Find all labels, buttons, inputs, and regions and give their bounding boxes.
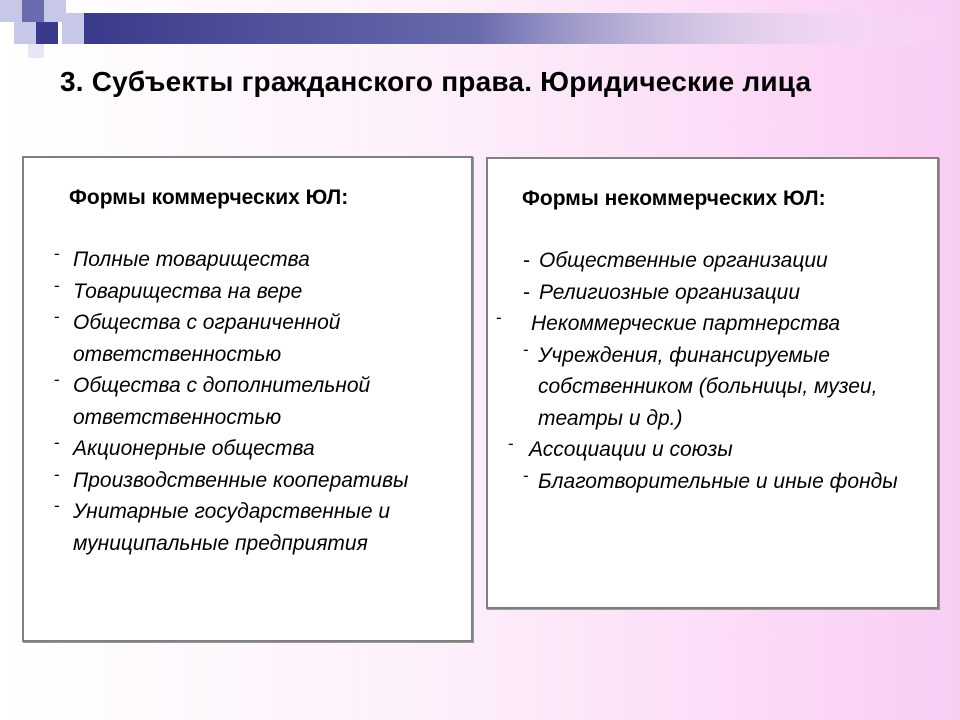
list-item-text: Благотворительные и иные фонды: [538, 469, 898, 493]
commercial-forms-panel: [22, 156, 473, 642]
list-dash: -: [54, 464, 60, 484]
list-item-text: Полные товарищества: [73, 248, 310, 271]
list-item-text: Акционерные общества: [73, 437, 315, 460]
list-dash: -: [523, 465, 529, 485]
slide-title: 3. Субъекты гражданского права. Юридические лица: [60, 66, 812, 97]
list-dash: -: [523, 280, 530, 304]
list-item: [54, 370, 464, 433]
list-item: [496, 340, 932, 435]
list-item: [54, 276, 464, 308]
list-item: [54, 307, 464, 370]
list-item: [54, 465, 464, 497]
noncommercial-forms-heading: Формы некоммерческих ЮЛ:: [522, 187, 826, 210]
banner-stripe: [84, 13, 960, 44]
list-item: [496, 277, 932, 309]
list-dash: -: [54, 244, 60, 263]
decorative-squares: [0, 0, 84, 58]
list-item: [496, 466, 932, 498]
list-item-text: Общества с дополнительной ответственностью: [73, 374, 371, 429]
list-item: [496, 245, 932, 277]
list-item: [54, 496, 464, 559]
list-dash: -: [54, 307, 60, 326]
list-item-text: Некоммерческие партнерства: [531, 312, 841, 335]
list-item-text: Религиозные организации: [539, 280, 801, 304]
list-item: [496, 434, 932, 466]
list-item-text: Товарищества на вере: [73, 279, 303, 303]
list-item-text: Общества с ограниченной ответственностью: [73, 311, 341, 366]
list-dash: -: [54, 275, 60, 295]
noncommercial-forms-list: [496, 245, 932, 497]
list-item-text: Учреждения, финансируемые собственником (больницы, музеи, театры и др.): [538, 343, 878, 430]
noncommercial-forms-panel: [486, 157, 939, 609]
list-item: [54, 244, 464, 276]
list-dash: -: [54, 433, 60, 452]
list-dash: -: [523, 249, 530, 272]
list-dash: -: [496, 308, 502, 327]
list-item-text: Общественные организации: [539, 249, 828, 272]
commercial-forms-heading: Формы коммерческих ЮЛ:: [69, 186, 349, 209]
commercial-forms-list: [54, 244, 464, 559]
list-item: [496, 308, 932, 340]
list-dash: -: [523, 339, 529, 359]
list-dash: -: [508, 434, 514, 453]
list-item-text: Ассоциации и союзы: [529, 438, 733, 461]
list-item: [54, 433, 464, 465]
list-item-text: Производственные кооперативы: [73, 468, 409, 492]
list-item-text: Унитарные государственные и муниципальные предприятия: [73, 500, 391, 555]
list-dash: -: [54, 496, 60, 515]
list-dash: -: [54, 370, 60, 389]
